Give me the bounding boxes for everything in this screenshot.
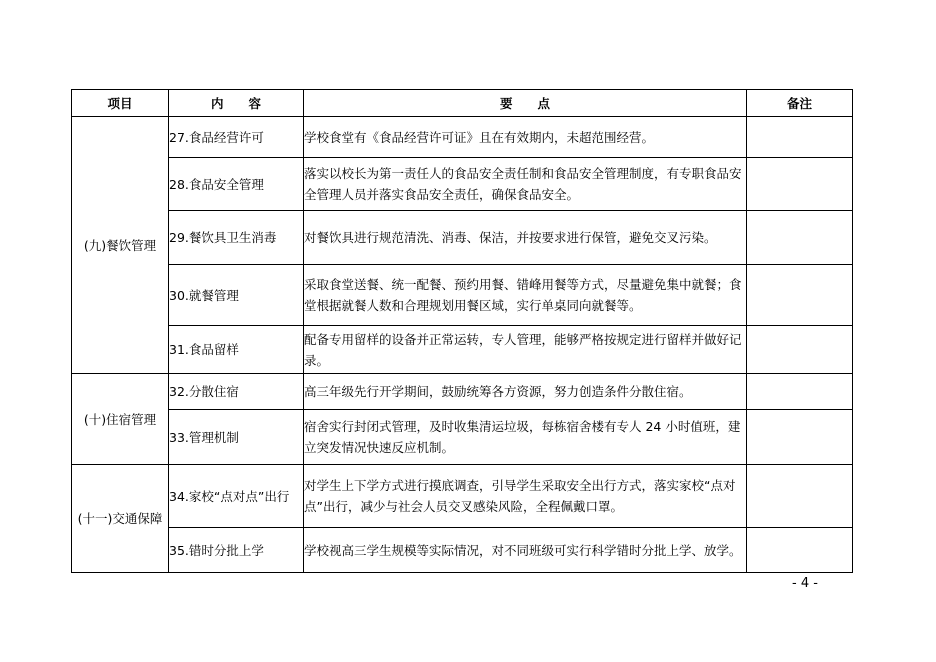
item-cell: 32.分散住宿 bbox=[169, 374, 304, 410]
item-cell: 27.食品经营许可 bbox=[169, 117, 304, 158]
remark-cell bbox=[747, 410, 853, 465]
table-row bbox=[72, 265, 853, 326]
remark-cell bbox=[747, 117, 853, 158]
item-cell: 31.食品留样 bbox=[169, 326, 304, 374]
header-remarks: 备注 bbox=[747, 90, 853, 117]
remark-cell bbox=[747, 374, 853, 410]
point-cell: 对餐饮具进行规范清洗、消毒、保洁，并按要求进行保管，避免交叉污染。 bbox=[304, 211, 747, 265]
point-cell: 高三年级先行开学期间，鼓励统筹各方资源，努力创造条件分散住宿。 bbox=[304, 374, 747, 410]
point-cell: 宿舍实行封闭式管理，及时收集清运垃圾，每栋宿舍楼有专人 24 小时值班，建立突发情况快速反应机制。 bbox=[304, 410, 747, 465]
remark-cell bbox=[747, 465, 853, 528]
table-row bbox=[72, 211, 853, 265]
item-cell: 34.家校“点对点”出行 bbox=[169, 465, 304, 528]
table-row bbox=[72, 117, 853, 158]
item-cell: 30.就餐管理 bbox=[169, 265, 304, 326]
header-points: 要 点 bbox=[304, 90, 747, 117]
remark-cell bbox=[747, 326, 853, 374]
item-cell: 33.管理机制 bbox=[169, 410, 304, 465]
category-cell: (九)餐饮管理 bbox=[72, 117, 169, 374]
table-row bbox=[72, 326, 853, 374]
point-cell: 落实以校长为第一责任人的食品安全责任制和食品安全管理制度，有专职食品安全管理人员并落实食品安全责任，确保食品安全。 bbox=[304, 158, 747, 211]
table-row bbox=[72, 528, 853, 573]
remark-cell bbox=[747, 158, 853, 211]
point-cell: 学校食堂有《食品经营许可证》且在有效期内，未超范围经营。 bbox=[304, 117, 747, 158]
point-cell: 对学生上下学方式进行摸底调查，引导学生采取安全出行方式，落实家校“点对点”出行，减少与社会人员交叉感染风险，全程佩戴口罩。 bbox=[304, 465, 747, 528]
category-cell: (十)住宿管理 bbox=[72, 374, 169, 465]
remark-cell bbox=[747, 528, 853, 573]
table-row bbox=[72, 465, 853, 528]
point-cell: 配备专用留样的设备并正常运转，专人管理，能够严格按规定进行留样并做好记录。 bbox=[304, 326, 747, 374]
item-cell: 28.食品安全管理 bbox=[169, 158, 304, 211]
header-content: 内 容 bbox=[169, 90, 304, 117]
table-row bbox=[72, 410, 853, 465]
point-cell: 学校视高三学生规模等实际情况，对不同班级可实行科学错时分批上学、放学。 bbox=[304, 528, 747, 573]
checklist-table bbox=[71, 89, 853, 573]
remark-cell bbox=[747, 211, 853, 265]
point-cell: 采取食堂送餐、统一配餐、预约用餐、错峰用餐等方式，尽量避免集中就餐；食堂根据就餐人数和合理规划用餐区域，实行单桌同向就餐等。 bbox=[304, 265, 747, 326]
page-number: - 4 - bbox=[792, 576, 818, 591]
category-cell: (十一)交通保障 bbox=[72, 465, 169, 573]
item-cell: 29.餐饮具卫生消毒 bbox=[169, 211, 304, 265]
item-cell: 35.错时分批上学 bbox=[169, 528, 304, 573]
remark-cell bbox=[747, 265, 853, 326]
table-row bbox=[72, 158, 853, 211]
header-row bbox=[72, 90, 853, 117]
table-row bbox=[72, 374, 853, 410]
header-project: 项目 bbox=[72, 90, 169, 117]
